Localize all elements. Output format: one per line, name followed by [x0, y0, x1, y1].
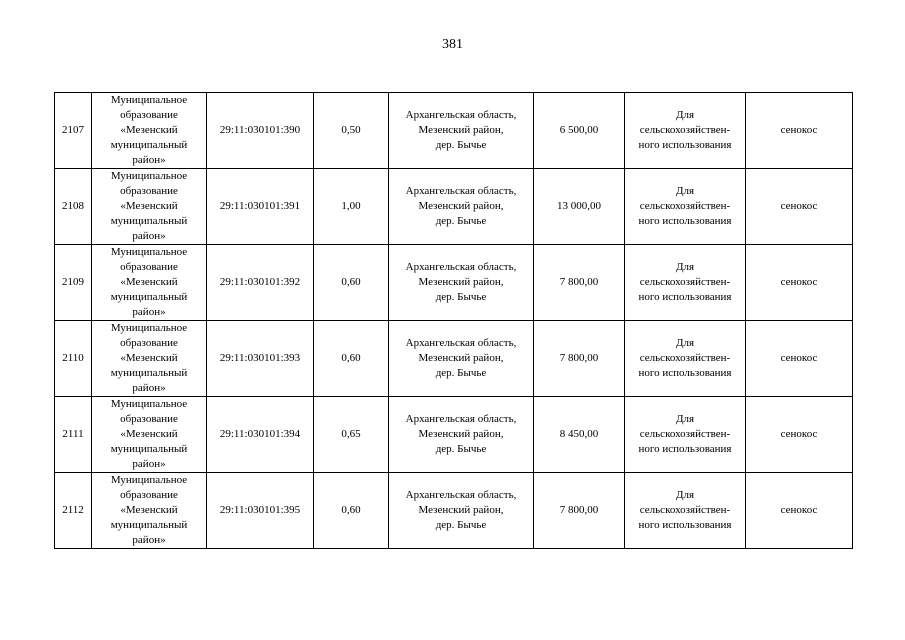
cell-address: Архангельская область, Мезенский район, дер. Бычье: [389, 245, 534, 321]
cell-value: 13 000,00: [534, 169, 625, 245]
cell-cadastral-number: 29:11:030101:393: [207, 321, 314, 397]
cell-address: Архангельская область, Мезенский район, дер. Бычье: [389, 169, 534, 245]
table-row: [55, 93, 853, 169]
cell-cadastral-number: 29:11:030101:392: [207, 245, 314, 321]
cell-permitted-use: сенокос: [746, 169, 853, 245]
cell-owner: Муниципальное образование «Мезенский муниципальный район»: [92, 473, 207, 549]
cell-owner: Муниципальное образование «Мезенский муниципальный район»: [92, 93, 207, 169]
cell-permitted-use: сенокос: [746, 93, 853, 169]
land-registry-table: [54, 92, 853, 549]
cell-area: 0,60: [314, 245, 389, 321]
cell-cadastral-number: 29:11:030101:394: [207, 397, 314, 473]
cell-area: 1,00: [314, 169, 389, 245]
cell-category: Для сельскохозяйствен- ного использования: [625, 321, 746, 397]
cell-cadastral-number: 29:11:030101:391: [207, 169, 314, 245]
cell-owner: Муниципальное образование «Мезенский муниципальный район»: [92, 397, 207, 473]
cell-category: Для сельскохозяйствен- ного использования: [625, 169, 746, 245]
cell-owner: Муниципальное образование «Мезенский муниципальный район»: [92, 245, 207, 321]
cell-value: 7 800,00: [534, 473, 625, 549]
cell-number: 2111: [55, 397, 92, 473]
cell-cadastral-number: 29:11:030101:390: [207, 93, 314, 169]
cell-address: Архангельская область, Мезенский район, дер. Бычье: [389, 473, 534, 549]
table-row: [55, 245, 853, 321]
cell-number: 2108: [55, 169, 92, 245]
cell-cadastral-number: 29:11:030101:395: [207, 473, 314, 549]
cell-area: 0,50: [314, 93, 389, 169]
cell-area: 0,65: [314, 397, 389, 473]
cell-permitted-use: сенокос: [746, 397, 853, 473]
cell-category: Для сельскохозяйствен- ного использования: [625, 245, 746, 321]
cell-area: 0,60: [314, 321, 389, 397]
page-number: 381: [442, 37, 463, 52]
cell-owner: Муниципальное образование «Мезенский муниципальный район»: [92, 169, 207, 245]
table-row: [55, 321, 853, 397]
cell-value: 6 500,00: [534, 93, 625, 169]
cell-number: 2112: [55, 473, 92, 549]
table-row: [55, 397, 853, 473]
table-row: [55, 473, 853, 549]
cell-value: 7 800,00: [534, 321, 625, 397]
cell-area: 0,60: [314, 473, 389, 549]
cell-number: 2110: [55, 321, 92, 397]
cell-permitted-use: сенокос: [746, 473, 853, 549]
cell-address: Архангельская область, Мезенский район, дер. Бычье: [389, 397, 534, 473]
cell-category: Для сельскохозяйствен- ного использования: [625, 473, 746, 549]
cell-value: 8 450,00: [534, 397, 625, 473]
cell-permitted-use: сенокос: [746, 321, 853, 397]
table-row: [55, 169, 853, 245]
cell-number: 2109: [55, 245, 92, 321]
cell-number: 2107: [55, 93, 92, 169]
cell-address: Архангельская область, Мезенский район, дер. Бычье: [389, 93, 534, 169]
cell-category: Для сельскохозяйствен- ного использования: [625, 93, 746, 169]
cell-value: 7 800,00: [534, 245, 625, 321]
cell-owner: Муниципальное образование «Мезенский муниципальный район»: [92, 321, 207, 397]
cell-category: Для сельскохозяйствен- ного использования: [625, 397, 746, 473]
cell-address: Архангельская область, Мезенский район, дер. Бычье: [389, 321, 534, 397]
cell-permitted-use: сенокос: [746, 245, 853, 321]
